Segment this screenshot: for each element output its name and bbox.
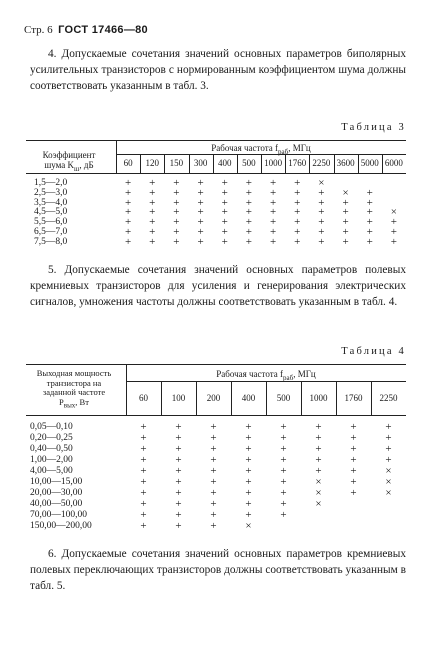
table3-mark-plus: + — [124, 226, 132, 238]
table4-col-header-100: 100 — [171, 393, 186, 403]
table4-mark-plus: + — [315, 421, 322, 433]
table3-col-group-unit: , МГц — [288, 143, 311, 153]
table4-mark-plus: + — [175, 421, 182, 433]
table3-mark-plus: + — [318, 186, 325, 199]
table4-mark-plus: + — [140, 476, 147, 488]
table4-row-header — [26, 369, 122, 411]
table4-row-label: 0,40—0,50 — [30, 444, 73, 454]
table3-mark-plus: + — [221, 186, 228, 199]
table4-mark-plus: + — [210, 465, 217, 477]
table4-row-header-sub: вых — [63, 401, 76, 410]
table3-mark-plus: + — [173, 235, 180, 248]
table3-col-separator — [116, 141, 117, 173]
table4-mark-plus: + — [175, 443, 182, 455]
table4-mark-plus: + — [350, 487, 357, 499]
table4-mark-cross: × — [385, 465, 392, 477]
table4-mark-plus: + — [175, 509, 182, 521]
table4-mark-plus: + — [315, 443, 322, 455]
table4-row-label: 0,20—0,25 — [30, 433, 73, 443]
table3-mark-plus: + — [245, 216, 253, 229]
table4-mark-plus: + — [385, 432, 392, 444]
table3-header — [26, 140, 406, 174]
table4-mark-plus: + — [350, 421, 357, 433]
table4-row-header-line4: P — [59, 396, 64, 407]
table3-row-label: 1,5—2,0 — [34, 178, 68, 188]
table3-mark-plus: + — [197, 206, 204, 219]
table4-col-header-200: 200 — [206, 393, 221, 403]
table3-col-header-500: 500 — [242, 158, 256, 168]
table3-row-header-sub: ш — [74, 164, 80, 173]
table4-mark-plus: + — [350, 432, 357, 444]
table4-mark-plus: + — [280, 443, 287, 455]
table3-mark-plus: + — [294, 216, 301, 229]
table4-mark-plus: + — [245, 476, 252, 488]
table3-mark-plus: + — [221, 196, 228, 209]
table4-row-header-unit: , Вт — [75, 396, 89, 407]
paragraph-4: 4. Допускаемые сочетания значений основных параметров биполярных усилительных транзисторов с нормированным коэффициентом шума должны соответствовать указанным в табл. 3. — [30, 48, 406, 92]
table4-col-header-1760: 1760 — [344, 393, 363, 403]
table4-mark-plus: + — [210, 421, 217, 433]
table4-mark-cross: × — [385, 487, 392, 499]
table4-mark-plus: + — [315, 454, 322, 466]
table3-col-header-300: 300 — [193, 158, 208, 168]
table3-mark-plus: + — [269, 186, 277, 199]
table4-mark-plus: + — [245, 465, 252, 477]
table3-row-label: 3,5—4,0 — [34, 197, 68, 208]
table3-mark-plus: + — [342, 226, 349, 238]
table4-mark-plus: + — [245, 498, 252, 510]
table3-mark-plus: + — [124, 235, 132, 248]
table3-mark-plus: + — [366, 186, 373, 199]
paragraph-5: 5. Допускаемые сочетания значений основных параметров полевых кремниевых транзисторов для усиления и генерирования электрических сигналов, умножения частоты должны соответствовать указанным в табл. 4. — [30, 264, 406, 308]
table3-col-group-sub: раб — [278, 147, 289, 156]
table4-mark-plus: + — [210, 520, 217, 532]
table4-row-label: 70,00—100,00 — [30, 510, 87, 520]
table3-col-header-120: 120 — [145, 158, 159, 168]
table3-mark-plus: + — [342, 206, 349, 219]
table3-mark-plus: + — [318, 235, 325, 248]
table4-mark-plus: + — [210, 487, 217, 499]
table3-col-header-1000: 1000 — [264, 158, 283, 168]
table4-row-header-line1: Выходная мощность — [36, 368, 112, 378]
table3-mark-plus: + — [390, 226, 398, 238]
table3-mark-plus: + — [294, 206, 301, 219]
table3-row-label: 6,5—7,0 — [34, 227, 68, 237]
table3-mark-plus: + — [173, 196, 180, 209]
table3-mark-plus: + — [173, 216, 180, 229]
table3-mark-plus: + — [221, 177, 228, 189]
table3-mark-plus: + — [197, 216, 204, 229]
table4-col-header-500: 500 — [276, 393, 291, 403]
table4-mark-plus: + — [245, 509, 252, 521]
table3-mark-plus: + — [124, 186, 132, 199]
table4-mark-plus: + — [175, 454, 182, 466]
table3-row-label: 5,5—6,0 — [34, 217, 68, 228]
table3-mark-plus: + — [149, 177, 156, 189]
table3-mark-plus: + — [245, 235, 253, 248]
table4-col-header-1000: 1000 — [309, 393, 328, 403]
table3-mark-plus: + — [269, 206, 277, 219]
table3-mark-plus: + — [294, 177, 301, 189]
table3-mark-plus: + — [197, 186, 204, 199]
table3-mark-plus: + — [318, 206, 325, 219]
table3-mark-plus: + — [269, 177, 277, 189]
table3-mark-cross: × — [342, 186, 349, 199]
table3-mark-plus: + — [318, 196, 325, 209]
table3-mark-plus: + — [269, 226, 277, 238]
table3-mark-plus: + — [173, 177, 180, 189]
table3-mark-plus: + — [294, 226, 301, 238]
table4-mark-plus: + — [210, 476, 217, 488]
table4-mark-plus: + — [280, 465, 287, 477]
table3-mark-cross: × — [390, 206, 398, 219]
table3-row-label: 2,5—3,0 — [34, 187, 68, 198]
table4-mark-plus: + — [210, 498, 217, 510]
table3-mark-plus: + — [221, 226, 228, 238]
table3-mark-plus: + — [173, 186, 180, 199]
table4-mark-plus: + — [210, 432, 217, 444]
table3-mark-plus: + — [221, 206, 228, 219]
table3-mark-plus: + — [221, 216, 228, 229]
table4-mark-plus: + — [280, 498, 287, 510]
table4-mark-plus: + — [175, 476, 182, 488]
table4-col-header-2250: 2250 — [379, 393, 398, 403]
table4-mark-plus: + — [175, 432, 182, 444]
table3-col-header-5000: 5000 — [360, 158, 379, 168]
table4-row-label: 10,00—15,00 — [30, 477, 83, 487]
table4-mark-plus: + — [175, 520, 182, 532]
table4-row-header-line2: транзистора на — [46, 377, 102, 388]
table3-mark-plus: + — [173, 226, 180, 238]
table4-mark-plus: + — [280, 454, 287, 466]
table3-mark-plus: + — [149, 235, 156, 248]
table4-mark-plus: + — [175, 465, 182, 477]
table4-mark-plus: + — [140, 509, 147, 521]
table4-mark-plus: + — [315, 465, 322, 477]
table3-mark-plus: + — [197, 177, 204, 189]
table3-mark-plus: + — [197, 196, 204, 209]
table3-caption: Таблица 3 — [341, 122, 406, 133]
table4-mark-plus: + — [245, 443, 252, 455]
table3-mark-plus: + — [294, 196, 301, 209]
table3-mark-plus: + — [366, 196, 373, 209]
table3-mark-plus: + — [294, 235, 301, 248]
table3-row-label: 4,5—5,0 — [34, 207, 68, 218]
table4-col-separator — [126, 365, 127, 415]
gost-number: ГОСТ 17466—80 — [58, 24, 148, 36]
table4-row-label: 1,00—2,00 — [30, 455, 73, 465]
table4-mark-plus: + — [140, 487, 147, 499]
table4-row-label: 4,00—5,00 — [30, 466, 73, 476]
table4-mark-plus: + — [350, 454, 357, 466]
table4-mark-plus: + — [140, 432, 147, 444]
table4-mark-cross: × — [315, 498, 322, 510]
table3-col-header-2250: 2250 — [312, 158, 331, 168]
table4-mark-plus: + — [210, 443, 217, 455]
table3-mark-plus: + — [318, 216, 325, 229]
table3-mark-plus: + — [124, 216, 132, 229]
table4-col-header-60: 60 — [139, 393, 148, 403]
table3-mark-plus: + — [149, 196, 156, 209]
table3-row-header — [28, 150, 110, 174]
table4-row-header-line3: заданной частоте — [42, 387, 106, 397]
table-3 — [26, 140, 406, 250]
table4-mark-cross: × — [315, 476, 322, 488]
table4-col-group-sub: раб — [283, 373, 294, 382]
table4-mark-plus: + — [175, 498, 182, 510]
table4-row-label: 40,00—50,00 — [30, 499, 83, 509]
table4-mark-plus: + — [210, 509, 217, 521]
table4-mark-plus: + — [315, 432, 322, 444]
table3-mark-plus: + — [269, 235, 277, 248]
table4-row-label: 150,00—200,00 — [30, 521, 92, 531]
table3-col-header-150: 150 — [169, 158, 184, 168]
table4-mark-plus: + — [140, 454, 147, 466]
table4-mark-plus: + — [140, 465, 147, 477]
table4-mark-plus: + — [350, 465, 357, 477]
table3-mark-plus: + — [149, 226, 156, 238]
paragraph-6: 6. Допускаемые сочетания значений основных параметров кремниевых полевых переключающих транзисторов должны соответствовать указанным в табл. 5. — [30, 548, 406, 592]
table3-mark-plus: + — [173, 206, 180, 219]
table3-mark-plus: + — [366, 235, 373, 248]
table4-mark-plus: + — [140, 520, 147, 532]
table3-row-label: 7,5—8,0 — [34, 236, 68, 247]
table4-mark-plus: + — [385, 454, 392, 466]
table4-mark-plus: + — [280, 476, 287, 488]
table4-caption: Таблица 4 — [341, 346, 406, 357]
table3-mark-plus: + — [245, 226, 253, 238]
table3-mark-plus: + — [294, 186, 301, 199]
page-number: Стр. 6 — [24, 24, 53, 36]
table3-mark-plus: + — [124, 177, 132, 189]
table4-mark-cross: × — [385, 476, 392, 488]
table4-mark-plus: + — [245, 454, 252, 466]
table4-mark-plus: + — [245, 432, 252, 444]
table4-mark-plus: + — [280, 509, 287, 521]
table3-mark-plus: + — [342, 196, 349, 209]
table4-mark-plus: + — [210, 454, 217, 466]
table-4 — [26, 364, 406, 534]
table3-mark-plus: + — [245, 206, 253, 219]
table4-mark-cross: × — [245, 520, 252, 532]
table3-mark-plus: + — [390, 235, 398, 248]
table3-mark-plus: + — [124, 196, 132, 209]
page-header — [24, 24, 148, 36]
table3-mark-plus: + — [366, 226, 373, 238]
table3-col-header-1760: 1760 — [288, 158, 307, 168]
table4-row-label: 0,05—0,10 — [30, 422, 73, 432]
table3-mark-plus: + — [245, 177, 253, 189]
table3-mark-plus: + — [269, 216, 277, 229]
table4-header — [26, 364, 406, 416]
table3-mark-plus: + — [269, 196, 277, 209]
table4-mark-plus: + — [175, 487, 182, 499]
table3-col-header-400: 400 — [217, 158, 232, 168]
table4-mark-plus: + — [280, 487, 287, 499]
table3-mark-plus: + — [221, 235, 228, 248]
table3-mark-plus: + — [124, 206, 132, 219]
table4-row-label: 20,00—30,00 — [30, 488, 83, 498]
table3-mark-plus: + — [390, 216, 398, 229]
table3-mark-plus: + — [197, 226, 204, 238]
table3-mark-plus: + — [245, 196, 253, 209]
table4-col-header-400: 400 — [241, 393, 256, 403]
table3-mark-cross: × — [318, 177, 325, 189]
table4-mark-plus: + — [245, 487, 252, 499]
table3-mark-plus: + — [197, 235, 204, 248]
table3-col-group-label: Рабочая частота f — [211, 143, 279, 153]
table4-mark-cross: × — [315, 487, 322, 499]
table3-col-header-3600: 3600 — [336, 158, 355, 168]
table4-col-group-unit: , МГц — [293, 369, 316, 379]
table4-mark-plus: + — [140, 498, 147, 510]
table4-mark-plus: + — [350, 443, 357, 455]
table4-mark-plus: + — [385, 443, 392, 455]
table4-mark-plus: + — [245, 421, 252, 433]
table3-mark-plus: + — [318, 226, 325, 238]
table4-col-group — [126, 369, 406, 382]
table3-col-header-6000: 6000 — [384, 158, 403, 168]
table3-row-header-line1: Коэффициент — [42, 150, 96, 160]
table3-row-header-line2: шума K — [44, 160, 75, 170]
table4-col-group-label: Рабочая частота f — [216, 369, 284, 379]
table3-mark-plus: + — [149, 186, 156, 199]
table4-mark-plus: + — [350, 476, 357, 488]
table3-mark-plus: + — [342, 216, 349, 229]
table4-mark-plus: + — [385, 421, 392, 433]
table3-mark-plus: + — [149, 216, 156, 229]
table4-mark-plus: + — [280, 432, 287, 444]
table4-mark-plus: + — [140, 443, 147, 455]
table3-mark-plus: + — [149, 206, 156, 219]
table3-mark-plus: + — [245, 186, 253, 199]
table4-mark-plus: + — [140, 421, 147, 433]
table3-row-header-unit: , дБ — [79, 160, 94, 170]
table3-mark-plus: + — [342, 235, 349, 248]
table3-mark-plus: + — [366, 206, 373, 219]
table3-col-header-60: 60 — [123, 158, 133, 168]
table3-mark-plus: + — [366, 216, 373, 229]
table4-mark-plus: + — [280, 421, 287, 433]
